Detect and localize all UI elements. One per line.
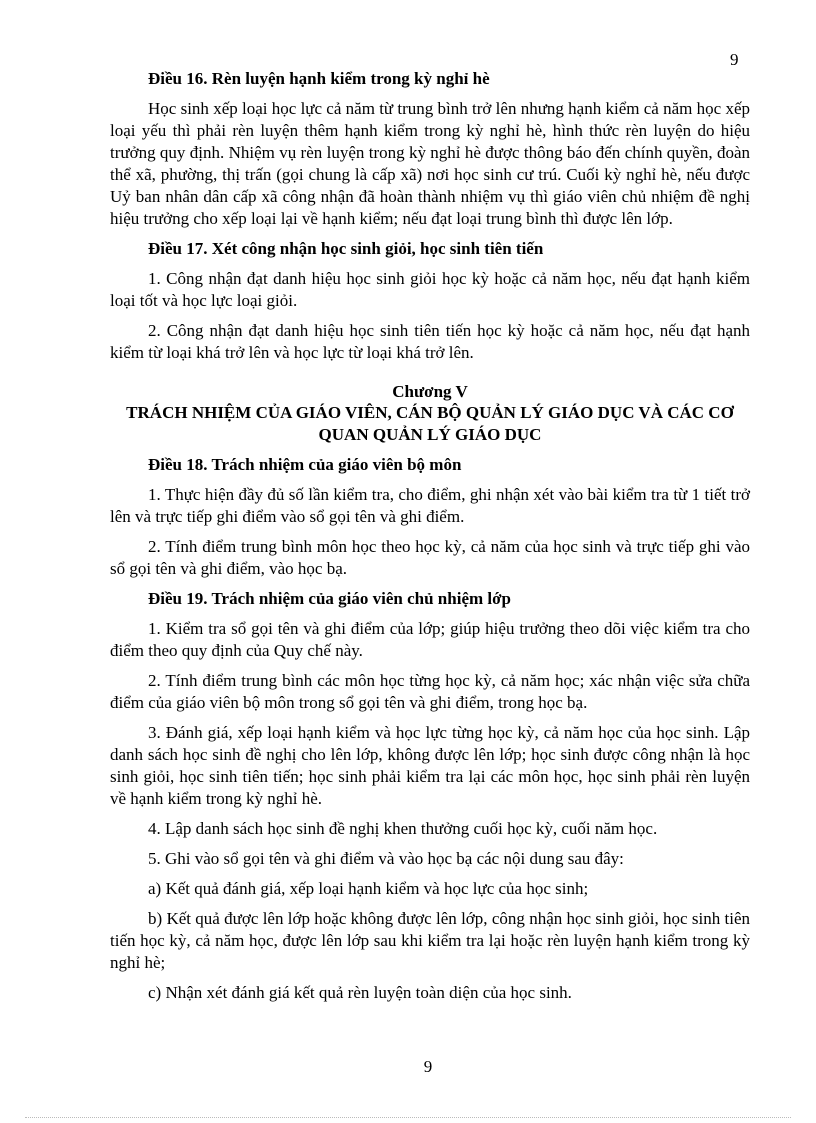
chapter-label: Chương V bbox=[392, 382, 468, 401]
article-16-text: Học sinh xếp loại học lực cả năm từ trung bình trở lên nhưng hạnh kiểm cả năm học xếp loại yếu thì phải rèn luyện thêm hạnh kiểm trong kỳ nghỉ hè, hình thức rèn luyện do hiệu trưởng quy định. Nhiệm vụ rèn luyện trong kỳ nghỉ hè được thông báo đến chính quyền, đoàn thể xã, phường, thị trấn (gọi chung là cấp xã) nơi học sinh cư trú. Cuối kỳ nghỉ hè, nếu được Uỷ ban nhân dân cấp xã công nhận đã hoàn thành nhiệm vụ thì giáo viên chủ nhiệm đề nghị hiệu trưởng cho xếp loại lại về hạnh kiểm; nếu đạt loại trung bình thì được lên lớp. bbox=[110, 99, 750, 228]
article-18-clause-1: 1. Thực hiện đầy đủ số lần kiểm tra, cho điểm, ghi nhận xét vào bài kiểm tra từ 1 tiết trở lên và trực tiếp ghi điểm vào sổ gọi tên và ghi điểm. bbox=[110, 485, 750, 526]
article-19-clause-4: 4. Lập danh sách học sinh đề nghị khen thưởng cuối học kỳ, cuối năm học. bbox=[148, 819, 658, 838]
article-19-clause-3: 3. Đánh giá, xếp loại hạnh kiểm và học lực từng học kỳ, cả năm học của học sinh. Lập danh sách học sinh đề nghị cho lên lớp, không được lên lớp; học sinh được công nhận là học sinh giỏi, học sinh tiên tiến; học sinh phải kiểm tra lại các môn học, học sinh phải rèn luyện về hạnh kiểm trong kỳ nghỉ hè. bbox=[110, 723, 750, 808]
article-19-item-b: b) Kết quả được lên lớp hoặc không được lên lớp, công nhận học sinh giỏi, học sinh tiên tiến học kỳ, cả năm học, được lên lớp sau khi kiểm tra lại hoặc rèn luyện hạnh kiểm trong kỳ nghỉ hè; bbox=[110, 909, 750, 972]
article-19-item-a: a) Kết quả đánh giá, xếp loại hạnh kiểm và học lực của học sinh; bbox=[148, 879, 589, 898]
article-16-heading: Điều 16. Rèn luyện hạnh kiểm trong kỳ nghỉ hè bbox=[148, 69, 490, 88]
chapter-title: TRÁCH NHIỆM CỦA GIÁO VIÊN, CÁN BỘ QUẢN LÝ GIÁO DỤC VÀ CÁC CƠ QUAN QUẢN LÝ GIÁO DỤC bbox=[126, 403, 734, 444]
page-footer-dotted-line bbox=[25, 1117, 791, 1118]
document-body bbox=[110, 68, 750, 1012]
article-18-heading: Điều 18. Trách nhiệm của giáo viên bộ môn bbox=[148, 455, 462, 474]
article-19-heading: Điều 19. Trách nhiệm của giáo viên chủ nhiệm lớp bbox=[148, 589, 511, 608]
article-19-clause-1: 1. Kiểm tra sổ gọi tên và ghi điểm của lớp; giúp hiệu trưởng theo dõi việc kiểm tra cho điểm theo quy định của Quy chế này. bbox=[110, 619, 750, 660]
article-19-clause-2: 2. Tính điểm trung bình các môn học từng học kỳ, cả năm học; xác nhận việc sửa chữa điểm của giáo viên bộ môn trong sổ gọi tên và ghi điểm, trong học bạ. bbox=[110, 671, 750, 712]
page-number-top: 9 bbox=[730, 50, 739, 69]
article-19-clause-5: 5. Ghi vào sổ gọi tên và ghi điểm và vào học bạ các nội dung sau đây: bbox=[148, 849, 624, 868]
article-17-heading: Điều 17. Xét công nhận học sinh giỏi, học sinh tiên tiến bbox=[148, 239, 544, 258]
article-18-clause-2: 2. Tính điểm trung bình môn học theo học kỳ, cả năm của học sinh và trực tiếp ghi vào sổ gọi tên và ghi điểm, vào học bạ. bbox=[110, 537, 750, 578]
page-number-bottom: 9 bbox=[423, 1057, 433, 1076]
article-19-item-c: c) Nhận xét đánh giá kết quả rèn luyện toàn diện của học sinh. bbox=[148, 983, 572, 1002]
article-17-clause-2: 2. Công nhận đạt danh hiệu học sinh tiên tiến học kỳ hoặc cả năm học, nếu đạt hạnh kiểm từ loại khá trở lên và học lực từ loại khá trở lên. bbox=[110, 321, 750, 362]
article-17-clause-1: 1. Công nhận đạt danh hiệu học sinh giỏi học kỳ hoặc cả năm học, nếu đạt hạnh kiểm loại tốt và học lực loại giỏi. bbox=[110, 269, 750, 310]
